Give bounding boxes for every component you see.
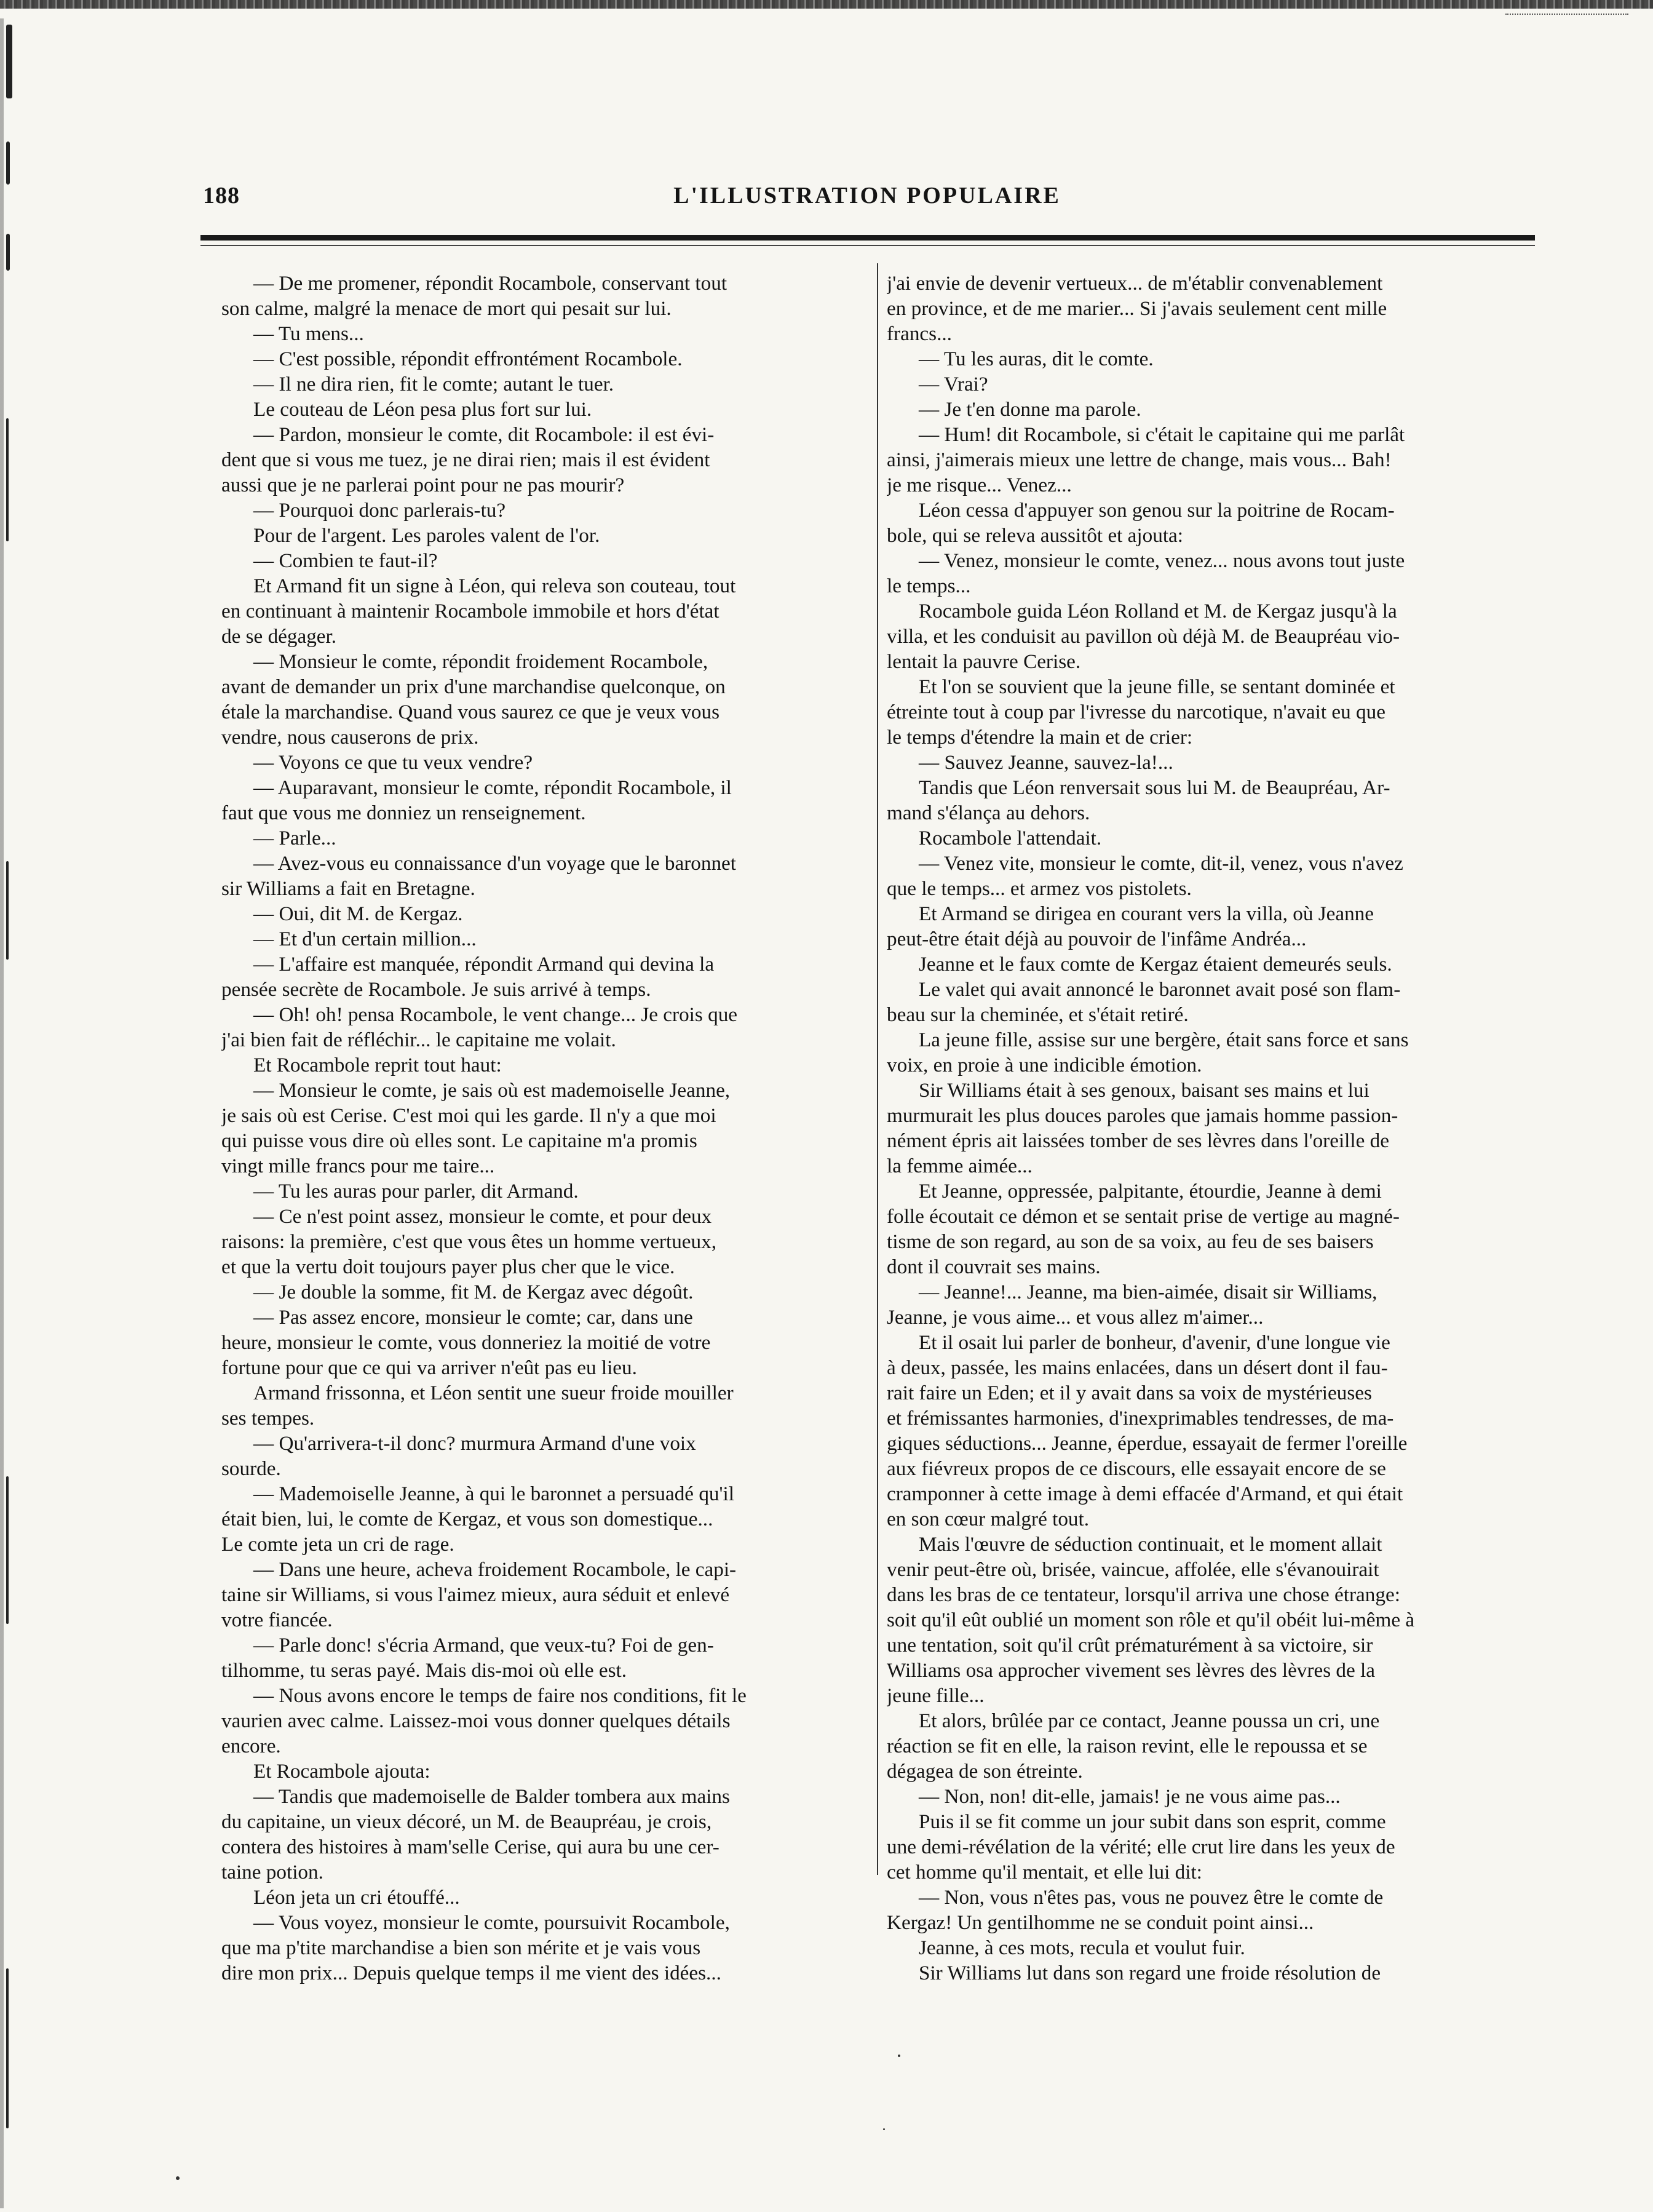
scan-edge-mark [6,861,9,960]
text-line: Et Rocambole ajouta: [253,1760,430,1783]
text-line: Mais l'œuvre de séduction continuait, et le moment allait [919,1533,1382,1556]
text-line: — Venez, monsieur le comte, venez... nous avons tout juste [919,549,1405,572]
text-line: Rocambole l'attendait. [919,827,1102,849]
text-line: bole, qui se releva aussitôt et ajouta: [887,524,1183,547]
text-line: nément épris ait laissées tomber de ses lèvres dans l'oreille de [887,1129,1389,1152]
text-line: Tandis que Léon renversait sous lui M. de Beaupréau, Ar- [919,776,1390,799]
text-line: Jeanne, je vous aime... et vous allez m'aimer... [887,1306,1264,1329]
text-line: sir Williams a fait en Bretagne. [221,877,475,900]
text-line: heure, monsieur le comte, vous donneriez la moitié de votre [221,1331,711,1354]
text-line: Jeanne, à ces mots, recula et voulut fuir. [919,1936,1245,1959]
text-line: du capitaine, un vieux décoré, un M. de Beaupréau, je crois, [221,1810,712,1833]
text-line: Puis il se fit comme un jour subit dans son esprit, comme [919,1810,1386,1833]
scan-speck [898,2055,900,2057]
text-line: que ma p'tite marchandise a bien son mérite et je vais vous [221,1936,701,1959]
text-line: — Tu les auras, dit le comte. [919,348,1154,370]
text-line: folle écoutait ce démon et se sentait prise de vertige au magné- [887,1205,1400,1228]
text-line: dont il couvrait ses mains. [887,1255,1101,1278]
text-line: Jeanne et le faux comte de Kergaz étaient demeurés seuls. [919,953,1392,976]
text-line: — Je t'en donne ma parole. [919,398,1141,421]
text-line: dégagea de son étreinte. [887,1760,1083,1783]
text-line: Et Rocambole reprit tout haut: [253,1054,502,1076]
text-line: — Monsieur le comte, répondit froidement Rocambole, [253,650,708,673]
scan-speck [176,2176,180,2180]
text-line: — Parle... [253,827,336,849]
text-line: — Vous voyez, monsieur le comte, poursuivit Rocambole, [253,1911,730,1934]
text-line: vaurien avec calme. Laissez-moi vous donner quelques détails [221,1709,731,1732]
text-line: en continuant à maintenir Rocambole immobile et hors d'état [221,600,719,623]
text-line: Sir Williams était à ses genoux, baisant ses mains et lui [919,1079,1370,1102]
scan-edge-mark [6,418,9,541]
scan-scratch-mark [1505,14,1628,17]
text-line: vendre, nous causerons de prix. [221,726,479,749]
text-line: taine potion. [221,1861,323,1884]
text-line: — L'affaire est manquée, répondit Armand qui devina la [253,953,715,976]
text-line: — Dans une heure, acheva froidement Rocambole, le capi- [253,1558,737,1581]
text-line: vingt mille francs pour me taire... [221,1155,495,1177]
text-line: — Qu'arrivera-t-il donc? murmura Armand d'une voix [253,1432,696,1455]
text-line: — Oui, dit M. de Kergaz. [253,902,463,925]
text-line: qui puisse vous dire où elles sont. Le capitaine m'a promis [221,1129,697,1152]
text-line: était bien, lui, le comte de Kergaz, et vous son domestique... [221,1508,713,1530]
text-line: mand s'élança au dehors. [887,802,1090,824]
text-line: — Jeanne!... Jeanne, ma bien-aimée, disait sir Williams, [919,1281,1378,1303]
scan-edge-mark [6,25,12,98]
text-line: dent que si vous me tuez, je ne dirai rien; mais il est évident [221,448,710,471]
text-line: tilhomme, tu seras payé. Mais dis-moi où elle est. [221,1659,627,1682]
text-line: — Et d'un certain million... [253,928,477,950]
scan-edge-mark [6,1476,9,1624]
text-line: dans les bras de ce tentateur, lorsqu'il arriva une chose étrange: [887,1583,1400,1606]
text-line: raisons: la première, c'est que vous êtes un homme vertueux, [221,1230,717,1253]
text-line: Pour de l'argent. Les paroles valent de l'or. [253,524,600,547]
text-line: — Monsieur le comte, je sais où est mademoiselle Jeanne, [253,1079,731,1102]
text-line: dire mon prix... Depuis quelque temps il me vient des idées... [221,1962,721,1984]
page-number: 188 [203,183,240,209]
text-line: cramponner à cette image à demi effacée d'Armand, et qui était [887,1482,1403,1505]
scan-left-edge [0,18,14,2208]
text-line: Et Armand se dirigea en courant vers la villa, où Jeanne [919,902,1374,925]
scan-edge-mark [6,141,10,185]
text-line: fortune pour que ce qui va arriver n'eût pas eu lieu. [221,1356,637,1379]
text-line: votre fiancée. [221,1609,333,1631]
text-line: taine sir Williams, si vous l'aimez mieux, aura séduit et enlevé [221,1583,730,1606]
text-line: son calme, malgré la menace de mort qui pesait sur lui. [221,297,672,320]
text-line: avant de demander un prix d'une marchandise quelconque, on [221,675,726,698]
text-line: voix, en proie à une indicible émotion. [887,1054,1202,1076]
text-column-right [887,271,1537,1986]
text-line: Léon jeta un cri étouffé... [253,1886,460,1909]
text-line: j'ai bien fait de réfléchir... le capitaine me volait. [221,1028,616,1051]
text-line: La jeune fille, assise sur une bergère, était sans force et sans [919,1028,1409,1051]
text-line: je me risque... Venez... [887,474,1072,496]
column-divider [877,263,878,1875]
text-line: faut que vous me donniez un renseignement. [221,802,586,824]
text-line: — De me promener, répondit Rocambole, conservant tout [253,272,727,295]
text-line: — Combien te faut-il? [253,549,438,572]
text-line: Et il osait lui parler de bonheur, d'avenir, d'une longue vie [919,1331,1390,1354]
text-line: — Non, vous n'êtes pas, vous ne pouvez être le comte de [919,1886,1384,1909]
text-line: — C'est possible, répondit effrontément Rocambole. [253,348,683,370]
text-line: Le valet qui avait annoncé le baronnet avait posé son flam- [919,978,1401,1001]
header-rule-thin [200,245,1535,246]
scan-top-border [0,0,1653,9]
text-line: — Tandis que mademoiselle de Balder tombera aux mains [253,1785,730,1808]
text-line: — Pourquoi donc parlerais-tu? [253,499,506,522]
text-line: pensée secrète de Rocambole. Je suis arrivé à temps. [221,978,651,1001]
text-line: Williams osa approcher vivement ses lèvres des lèvres de la [887,1659,1375,1682]
header-rule-thick [200,235,1535,241]
text-line: une tentation, soit qu'il crût prématurément à sa victoire, sir [887,1634,1373,1657]
scan-edge-mark [6,234,10,271]
text-line: Le comte jeta un cri de rage. [221,1533,454,1556]
text-line: — Avez-vous eu connaissance d'un voyage que le baronnet [253,852,737,875]
text-line: — Pas assez encore, monsieur le comte; car, dans une [253,1306,693,1329]
text-line: Et Jeanne, oppressée, palpitante, étourdie, Jeanne à demi [919,1180,1382,1203]
text-line: Armand frissonna, et Léon sentit une sueur froide mouiller [253,1382,734,1404]
text-line: je sais où est Cerise. C'est moi qui les garde. Il n'y a que moi [221,1104,716,1127]
scan-speck [883,2128,885,2130]
text-line: villa, et les conduisit au pavillon où déjà M. de Beaupréau vio- [887,625,1400,648]
text-column-left [221,271,872,1986]
text-line: — Non, non! dit-elle, jamais! je ne vous aime pas... [919,1785,1341,1808]
text-line: — Parle donc! s'écria Armand, que veux-tu? Foi de gen- [253,1634,714,1657]
text-line: francs... [887,322,952,345]
text-line: peut-être était déjà au pouvoir de l'infâme Andréa... [887,928,1307,950]
text-line: contera des histoires à mam'selle Cerise, qui aura bu une cer- [221,1836,719,1858]
running-title: L'ILLUSTRATION POPULAIRE [673,183,1061,209]
text-line: soit qu'il eût oublié un moment son rôle et qu'il obéit lui-même à [887,1609,1415,1631]
text-line: — Venez vite, monsieur le comte, dit-il, venez, vous n'avez [919,852,1403,875]
text-line: giques séductions... Jeanne, éperdue, essayait de fermer l'oreille [887,1432,1408,1455]
text-line: à deux, passée, les mains enlacées, dans un désert dont il fau- [887,1356,1388,1379]
text-line: beau sur la cheminée, et s'était retiré. [887,1003,1189,1026]
text-line: — Mademoiselle Jeanne, à qui le baronnet a persuadé qu'il [253,1482,734,1505]
text-line: Kergaz! Un gentilhomme ne se conduit point ainsi... [887,1911,1314,1934]
page-header [203,182,1531,219]
text-line: tisme de son regard, au son de sa voix, au feu de ses baisers [887,1230,1374,1253]
text-line: de se dégager. [221,625,337,648]
text-line: Le couteau de Léon pesa plus fort sur lui. [253,398,592,421]
text-line: sourde. [221,1457,281,1480]
text-line: étale la marchandise. Quand vous saurez ce que je veux vous [221,701,720,723]
text-line: jeune fille... [887,1684,985,1707]
text-line: ainsi, j'aimerais mieux une lettre de change, mais vous... Bah! [887,448,1392,471]
text-line: — Nous avons encore le temps de faire nos conditions, fit le [253,1684,747,1707]
text-line: — Hum! dit Rocambole, si c'était le capitaine qui me parlât [919,423,1405,446]
text-line: Rocambole guida Léon Rolland et M. de Kergaz jusqu'à la [919,600,1397,623]
text-line: — Auparavant, monsieur le comte, répondit Rocambole, il [253,776,732,799]
text-line: j'ai envie de devenir vertueux... de m'établir convenablement [887,272,1383,295]
text-line: encore. [221,1735,281,1757]
text-line: que le temps... et armez vos pistolets. [887,877,1192,900]
text-line: ses tempes. [221,1407,315,1430]
text-line: — Oh! oh! pensa Rocambole, le vent change... Je crois que [253,1003,738,1026]
text-line: — Je double la somme, fit M. de Kergaz avec dégoût. [253,1281,694,1303]
text-line: et que la vertu doit toujours payer plus cher que le vice. [221,1255,675,1278]
text-line: le temps... [887,575,971,597]
text-line: — Ce n'est point assez, monsieur le comte, et pour deux [253,1205,712,1228]
text-line: — Il ne dira rien, fit le comte; autant le tuer. [253,373,614,396]
text-line: Et l'on se souvient que la jeune fille, se sentant dominée et [919,675,1395,698]
text-line: — Voyons ce que tu veux vendre? [253,751,533,774]
text-line: en son cœur malgré tout. [887,1508,1090,1530]
text-line: — Sauvez Jeanne, sauvez-la!... [919,751,1173,774]
text-line: — Pardon, monsieur le comte, dit Rocambole: il est évi- [253,423,715,446]
text-line: cet homme qu'il mentait, et elle lui dit: [887,1861,1202,1884]
text-line: en province, et de me marier... Si j'avais seulement cent mille [887,297,1387,320]
text-line: réaction se fit en elle, la raison revint, elle le repoussa et se [887,1735,1368,1757]
text-line: murmurait les plus douces paroles que jamais homme passion- [887,1104,1398,1127]
text-line: Léon cessa d'appuyer son genou sur la poitrine de Rocam- [919,499,1395,522]
text-line: une demi-révélation de la vérité; elle crut lire dans les yeux de [887,1836,1395,1858]
text-line: Et Armand fit un signe à Léon, qui releva son couteau, tout [253,575,736,597]
text-line: aussi que je ne parlerai point pour ne pas mourir? [221,474,625,496]
text-line: venir peut-être où, brisée, vaincue, affolée, elle s'évanouirait [887,1558,1379,1581]
text-line: aux fiévreux propos de ce discours, elle essayait encore de se [887,1457,1386,1480]
text-line: — Tu mens... [253,322,364,345]
text-line: — Tu les auras pour parler, dit Armand. [253,1180,579,1203]
text-line: rait faire un Eden; et il y avait dans sa voix de mystérieuses [887,1382,1372,1404]
text-line: étreinte tout à coup par l'ivresse du narcotique, n'avait eu que [887,701,1385,723]
text-line: et frémissantes harmonies, d'inexprimables tendresses, de ma- [887,1407,1394,1430]
text-line: Et alors, brûlée par ce contact, Jeanne poussa un cri, une [919,1709,1380,1732]
text-line: le temps d'étendre la main et de crier: [887,726,1193,749]
scan-edge-mark [6,1968,9,2128]
text-line: — Vrai? [919,373,988,396]
text-line: lentait la pauvre Cerise. [887,650,1081,673]
text-line: Sir Williams lut dans son regard une froide résolution de [919,1962,1381,1984]
text-line: la femme aimée... [887,1155,1033,1177]
